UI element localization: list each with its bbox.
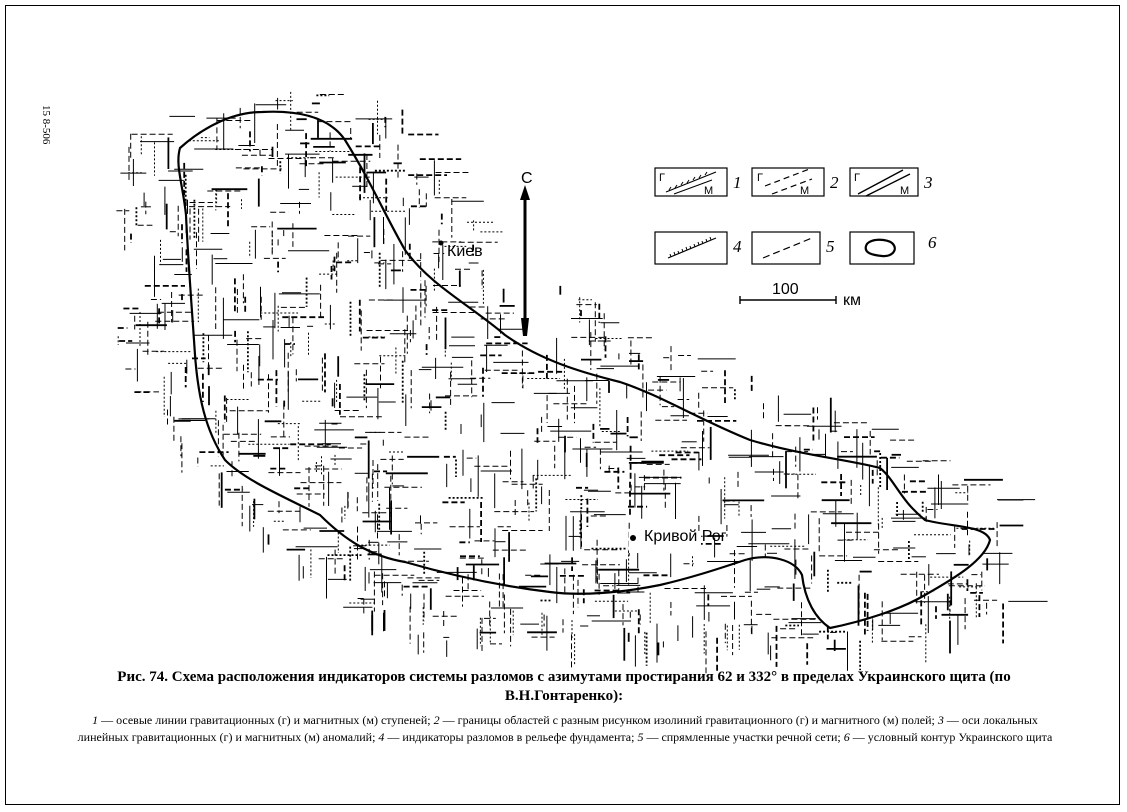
svg-text:Г: Г	[854, 172, 860, 184]
svg-text:3: 3	[924, 173, 933, 192]
svg-text:2: 2	[830, 173, 839, 192]
caption-item-num: 1	[92, 713, 99, 727]
svg-text:1: 1	[733, 173, 742, 192]
svg-text:5: 5	[826, 237, 835, 256]
scale-bar	[740, 281, 861, 309]
svg-text:4: 4	[733, 237, 742, 256]
side-code: 15 8-506	[40, 105, 52, 145]
svg-text:Г: Г	[659, 172, 665, 184]
city-kiev	[439, 241, 483, 261]
svg-text:М: М	[800, 185, 810, 197]
city-krivoy-rog	[629, 528, 727, 553]
scale-value: 100	[772, 281, 799, 298]
svg-text:Киев: Киев	[447, 243, 483, 260]
svg-text:Г: Г	[757, 172, 763, 184]
north-label: С	[521, 170, 533, 187]
svg-text:Кривой Рог: Кривой Рог	[644, 528, 727, 545]
svg-text:М: М	[900, 185, 910, 197]
scale-unit: км	[843, 292, 861, 309]
figure-caption-legend: 1 — осевые линии гравитационных (г) и магнитных (м) ступеней; 2 — границы областей с разным рисунком изолиний гравитационного (г) и магнитного (м) полей; 3 — оси локальных линейных гравитационных (г) и магнитных (м) аномалий; 4 — индикаторы разломов в рельефе фундамента; 5 — спрямленные участки речной сети; 6 — условный контур Украинского щита	[77, 713, 1053, 744]
svg-text:6: 6	[928, 233, 937, 252]
figure-caption-title: Рис. 74. Схема расположения индикаторов системы разломов с азимутами простирания 62 и 332° в пределах Украинского щита (по В.Н.Гонтаренко):	[117, 669, 1011, 704]
legend	[655, 168, 937, 264]
svg-text:М: М	[704, 185, 714, 197]
north-arrow	[520, 170, 533, 336]
